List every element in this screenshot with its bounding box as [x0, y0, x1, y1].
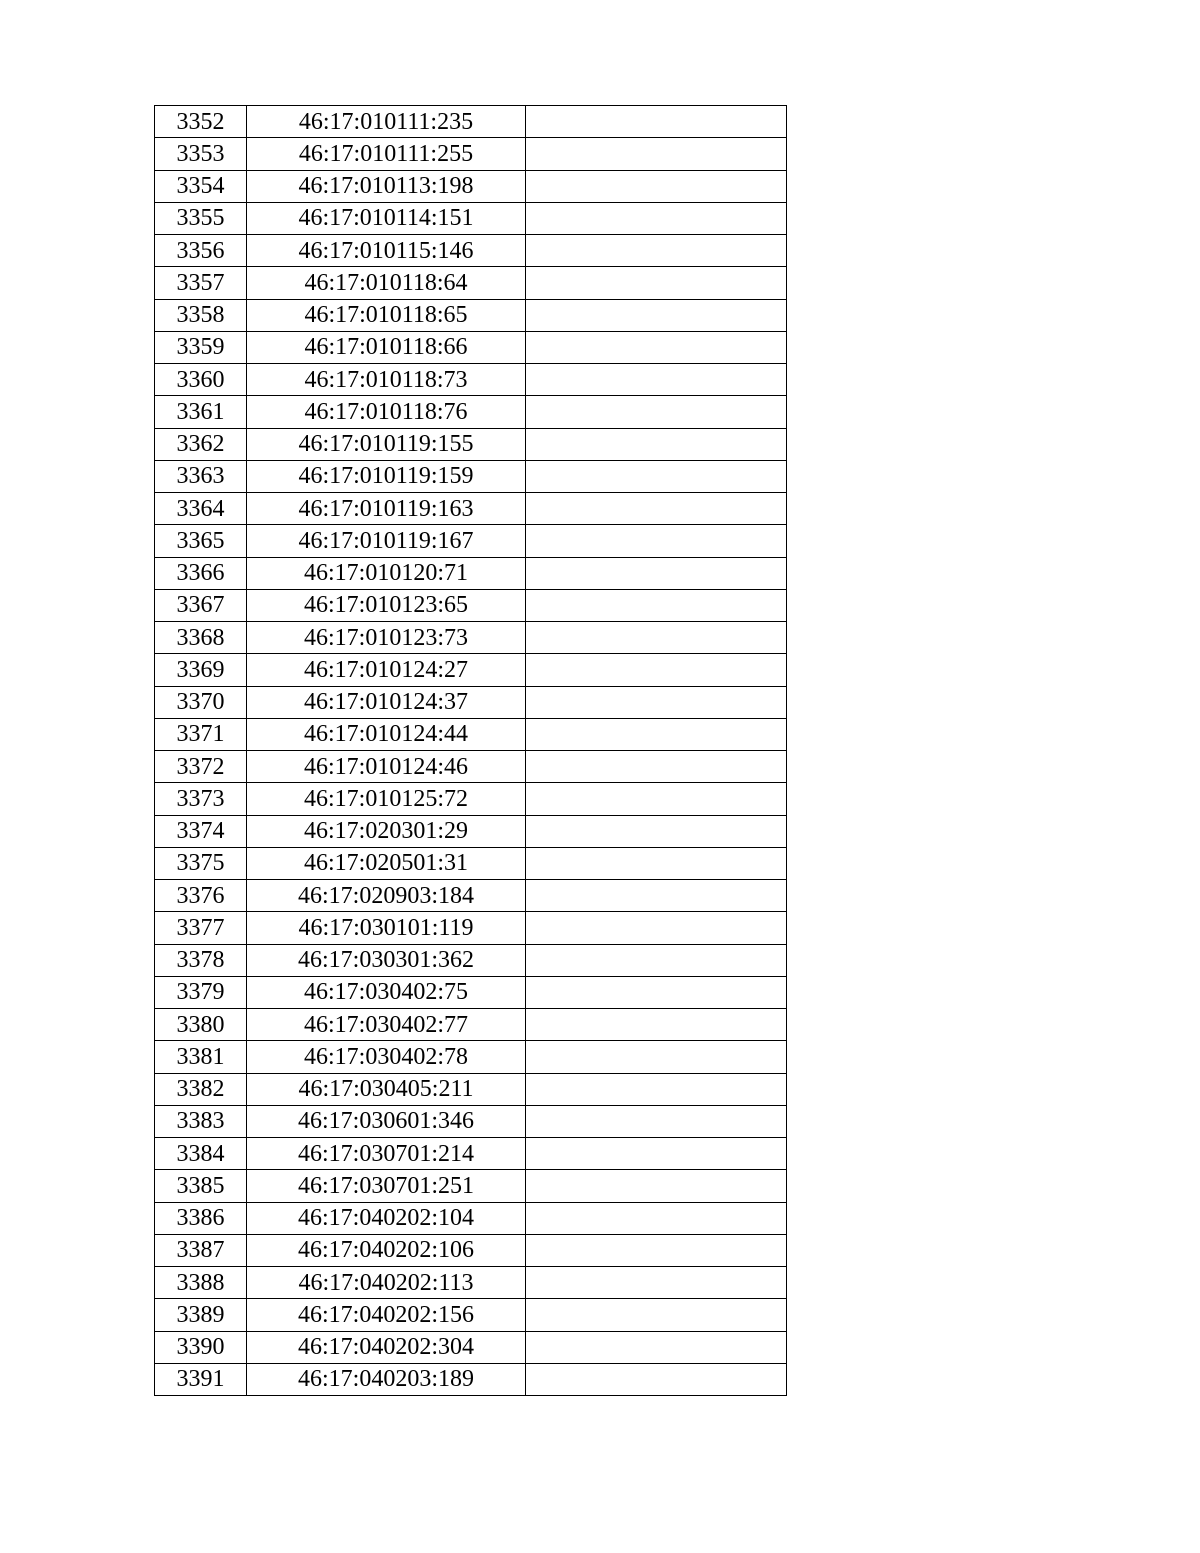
row-number-cell: 3365 [155, 525, 247, 557]
table-row [155, 1170, 787, 1202]
row-number-cell: 3360 [155, 364, 247, 396]
row-number-cell: 3371 [155, 718, 247, 750]
table-row [155, 1299, 787, 1331]
cadastral-number-cell: 46:17:010118:64 [247, 267, 526, 299]
cadastral-number-cell: 46:17:020903:184 [247, 880, 526, 912]
row-number-cell: 3386 [155, 1202, 247, 1234]
note-cell [526, 235, 787, 267]
table-row [155, 718, 787, 750]
row-number-cell: 3390 [155, 1331, 247, 1363]
note-cell [526, 622, 787, 654]
row-number-cell: 3385 [155, 1170, 247, 1202]
cadastral-number-cell: 46:17:010123:73 [247, 622, 526, 654]
table-row [155, 847, 787, 879]
table-row [155, 557, 787, 589]
row-number-cell: 3367 [155, 589, 247, 621]
table-row [155, 460, 787, 492]
row-number-cell: 3374 [155, 815, 247, 847]
note-cell [526, 428, 787, 460]
table-row [155, 428, 787, 460]
table-row [155, 138, 787, 170]
table-row [155, 170, 787, 202]
note-cell [526, 847, 787, 879]
note-cell [526, 396, 787, 428]
cadastral-number-cell: 46:17:030701:251 [247, 1170, 526, 1202]
note-cell [526, 170, 787, 202]
row-number-cell: 3375 [155, 847, 247, 879]
note-cell [526, 1009, 787, 1041]
note-cell [526, 718, 787, 750]
note-cell [526, 493, 787, 525]
cadastral-number-cell: 46:17:010118:66 [247, 331, 526, 363]
row-number-cell: 3387 [155, 1234, 247, 1266]
table-row [155, 815, 787, 847]
note-cell [526, 815, 787, 847]
cadastral-number-cell: 46:17:030402:75 [247, 976, 526, 1008]
row-number-cell: 3376 [155, 880, 247, 912]
row-number-cell: 3380 [155, 1009, 247, 1041]
note-cell [526, 1299, 787, 1331]
table-row [155, 654, 787, 686]
cadastral-number-cell: 46:17:030301:362 [247, 944, 526, 976]
cadastral-number-cell: 46:17:030601:346 [247, 1105, 526, 1137]
cadastral-number-cell: 46:17:010114:151 [247, 202, 526, 234]
cadastral-number-table [154, 105, 787, 1396]
cadastral-number-cell: 46:17:010119:159 [247, 460, 526, 492]
table-row [155, 1073, 787, 1105]
table-row [155, 1202, 787, 1234]
table-row [155, 912, 787, 944]
table-row [155, 783, 787, 815]
cadastral-number-cell: 46:17:010111:255 [247, 138, 526, 170]
note-cell [526, 654, 787, 686]
table-row [155, 944, 787, 976]
row-number-cell: 3356 [155, 235, 247, 267]
cadastral-number-cell: 46:17:010120:71 [247, 557, 526, 589]
table-row [155, 396, 787, 428]
cadastral-number-cell: 46:17:030405:211 [247, 1073, 526, 1105]
row-number-cell: 3378 [155, 944, 247, 976]
row-number-cell: 3370 [155, 686, 247, 718]
cadastral-number-cell: 46:17:040202:104 [247, 1202, 526, 1234]
table-row [155, 1331, 787, 1363]
table-row [155, 299, 787, 331]
note-cell [526, 525, 787, 557]
table-row [155, 686, 787, 718]
table-row [155, 235, 787, 267]
row-number-cell: 3353 [155, 138, 247, 170]
cadastral-number-cell: 46:17:030701:214 [247, 1138, 526, 1170]
note-cell [526, 1331, 787, 1363]
row-number-cell: 3357 [155, 267, 247, 299]
note-cell [526, 267, 787, 299]
note-cell [526, 1105, 787, 1137]
row-number-cell: 3354 [155, 170, 247, 202]
row-number-cell: 3383 [155, 1105, 247, 1137]
table-row [155, 1267, 787, 1299]
note-cell [526, 1041, 787, 1073]
cadastral-number-cell: 46:17:010113:198 [247, 170, 526, 202]
row-number-cell: 3369 [155, 654, 247, 686]
row-number-cell: 3359 [155, 331, 247, 363]
row-number-cell: 3355 [155, 202, 247, 234]
row-number-cell: 3373 [155, 783, 247, 815]
row-number-cell: 3389 [155, 1299, 247, 1331]
note-cell [526, 783, 787, 815]
row-number-cell: 3361 [155, 396, 247, 428]
cadastral-number-cell: 46:17:010119:155 [247, 428, 526, 460]
row-number-cell: 3358 [155, 299, 247, 331]
note-cell [526, 944, 787, 976]
note-cell [526, 1073, 787, 1105]
note-cell [526, 1170, 787, 1202]
table-row [155, 1363, 787, 1395]
table-row [155, 976, 787, 1008]
note-cell [526, 138, 787, 170]
note-cell [526, 686, 787, 718]
note-cell [526, 299, 787, 331]
note-cell [526, 1363, 787, 1395]
note-cell [526, 557, 787, 589]
table-row [155, 267, 787, 299]
cadastral-number-cell: 46:17:010118:76 [247, 396, 526, 428]
table-row [155, 880, 787, 912]
cadastral-number-cell: 46:17:030402:77 [247, 1009, 526, 1041]
cadastral-number-cell: 46:17:040202:113 [247, 1267, 526, 1299]
row-number-cell: 3379 [155, 976, 247, 1008]
note-cell [526, 1234, 787, 1266]
note-cell [526, 912, 787, 944]
table-body [155, 106, 787, 1396]
cadastral-number-cell: 46:17:040202:106 [247, 1234, 526, 1266]
row-number-cell: 3363 [155, 460, 247, 492]
cadastral-number-cell: 46:17:010118:73 [247, 364, 526, 396]
cadastral-number-cell: 46:17:010124:44 [247, 718, 526, 750]
table-row [155, 622, 787, 654]
table-row [155, 525, 787, 557]
cadastral-number-cell: 46:17:040202:156 [247, 1299, 526, 1331]
cadastral-number-cell: 46:17:020301:29 [247, 815, 526, 847]
table-row [155, 331, 787, 363]
row-number-cell: 3377 [155, 912, 247, 944]
cadastral-number-cell: 46:17:040202:304 [247, 1331, 526, 1363]
table-row [155, 364, 787, 396]
row-number-cell: 3384 [155, 1138, 247, 1170]
row-number-cell: 3364 [155, 493, 247, 525]
cadastral-number-cell: 46:17:010124:27 [247, 654, 526, 686]
row-number-cell: 3352 [155, 106, 247, 138]
note-cell [526, 751, 787, 783]
row-number-cell: 3368 [155, 622, 247, 654]
row-number-cell: 3381 [155, 1041, 247, 1073]
row-number-cell: 3388 [155, 1267, 247, 1299]
note-cell [526, 364, 787, 396]
table-row [155, 1009, 787, 1041]
note-cell [526, 1267, 787, 1299]
note-cell [526, 202, 787, 234]
table-row [155, 1138, 787, 1170]
cadastral-number-cell: 46:17:010125:72 [247, 783, 526, 815]
note-cell [526, 880, 787, 912]
cadastral-number-cell: 46:17:010119:167 [247, 525, 526, 557]
cadastral-number-cell: 46:17:010111:235 [247, 106, 526, 138]
table-row [155, 751, 787, 783]
cadastral-number-cell: 46:17:020501:31 [247, 847, 526, 879]
table-row [155, 493, 787, 525]
row-number-cell: 3391 [155, 1363, 247, 1395]
note-cell [526, 1202, 787, 1234]
cadastral-number-cell: 46:17:010124:37 [247, 686, 526, 718]
cadastral-number-cell: 46:17:030402:78 [247, 1041, 526, 1073]
table-row [155, 202, 787, 234]
cadastral-number-cell: 46:17:010124:46 [247, 751, 526, 783]
cadastral-number-cell: 46:17:010119:163 [247, 493, 526, 525]
table-row [155, 589, 787, 621]
row-number-cell: 3382 [155, 1073, 247, 1105]
note-cell [526, 106, 787, 138]
note-cell [526, 331, 787, 363]
cadastral-number-cell: 46:17:010118:65 [247, 299, 526, 331]
cadastral-number-cell: 46:17:010123:65 [247, 589, 526, 621]
table-row [155, 1105, 787, 1137]
row-number-cell: 3372 [155, 751, 247, 783]
cadastral-number-cell: 46:17:040203:189 [247, 1363, 526, 1395]
row-number-cell: 3366 [155, 557, 247, 589]
note-cell [526, 1138, 787, 1170]
cadastral-number-cell: 46:17:010115:146 [247, 235, 526, 267]
note-cell [526, 460, 787, 492]
note-cell [526, 976, 787, 1008]
row-number-cell: 3362 [155, 428, 247, 460]
table-row [155, 1234, 787, 1266]
table-row [155, 1041, 787, 1073]
cadastral-number-cell: 46:17:030101:119 [247, 912, 526, 944]
note-cell [526, 589, 787, 621]
table-row [155, 106, 787, 138]
